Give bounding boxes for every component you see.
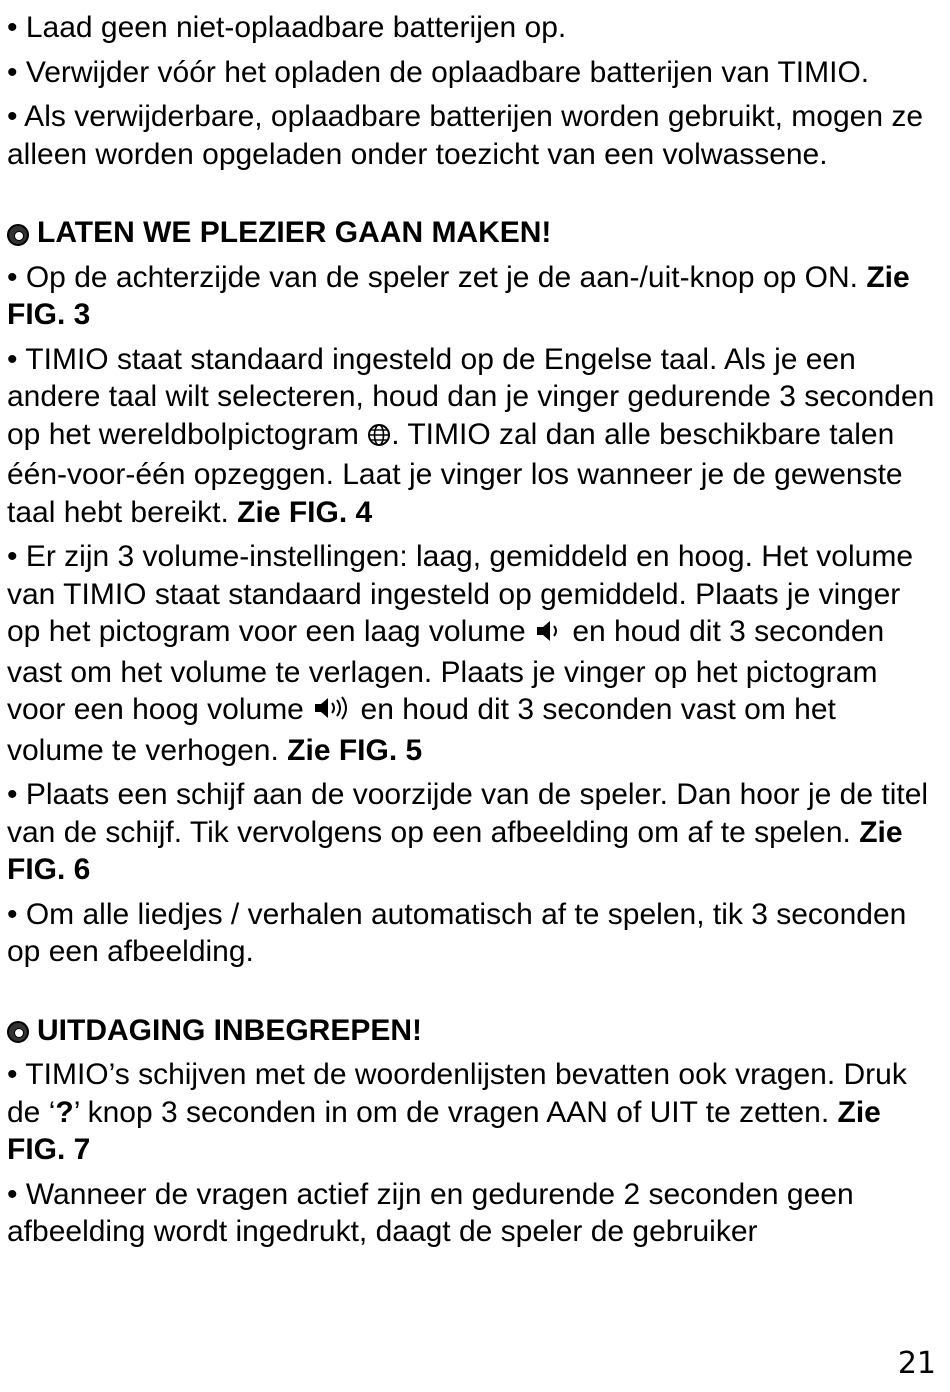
spacer xyxy=(7,180,937,214)
figure-reference: Zie FIG. 7 xyxy=(7,1095,881,1166)
manual-page xyxy=(7,9,937,1258)
text: • Om alle liedjes / verhalen automatisch af te spelen, tik 3 seconden op een afbeelding. xyxy=(7,897,907,968)
battery-instruction-1 xyxy=(7,9,937,47)
text: • Op de achterzijde van de speler zet je de aan-/uit-knop op ON. xyxy=(7,260,867,294)
text: • TIMIO’s schijven met de woordenlijsten bevatten ook vragen. Druk de ‘ xyxy=(7,1058,907,1129)
volume-high-icon xyxy=(312,694,352,732)
question-key: ? xyxy=(55,1095,74,1129)
figure-reference: Zie FIG. 5 xyxy=(287,733,423,767)
battery-instruction-3 xyxy=(7,98,937,173)
section-heading-challenge xyxy=(7,1012,937,1050)
text: • Als verwijderbare, oplaadbare batterijen worden gebruikt, mogen ze alleen worden opgeladen onder toezicht van een volwassene. xyxy=(7,100,924,171)
section-heading-fun xyxy=(7,214,937,252)
spacer xyxy=(7,978,937,1012)
questions-instruction xyxy=(7,1056,937,1169)
text: • Plaats een schijf aan de voorzijde van de speler. Dan hoor je de titel van de schijf. Tik vervolgens op een afbeelding om af te spelen. xyxy=(7,778,929,849)
page-number: 21 xyxy=(897,1346,936,1381)
globe-icon xyxy=(367,419,391,457)
text: • Laad geen niet-oplaadbare batterijen op. xyxy=(7,11,567,44)
challenge-instruction xyxy=(7,1176,937,1251)
text: . TIMIO zal dan alle beschikbare talen één-voor-één opzeggen. Laat je vinger los wanneer je de gewenste taal hebt bereikt. xyxy=(7,417,903,529)
disc-instruction xyxy=(7,776,937,889)
text: en houd dit 3 seconden vast om het volume te verhogen. xyxy=(7,693,836,767)
text: ’ knop 3 seconden in om de vragen AAN of UIT te zetten. xyxy=(73,1095,838,1129)
heading-text: UITDAGING INBEGREPEN! xyxy=(37,1013,423,1047)
disc-icon xyxy=(7,224,29,246)
text: • Er zijn 3 volume-instellingen: laag, gemiddeld en hoog. Het volume van TIMIO staat standaard ingesteld op gemiddeld. Plaats je vinger op het pictogram voor een laag volume xyxy=(7,540,914,648)
volume-instruction xyxy=(7,538,937,769)
text: en houd dit 3 seconden vast om het volume te verlagen. Plaats je vinger op het pictogram voor een hoog volume xyxy=(7,615,885,726)
autoplay-instruction xyxy=(7,896,937,971)
language-instruction xyxy=(7,341,937,532)
text: • TIMIO staat standaard ingesteld op de Engelse taal. Als je een andere taal wilt selecteren, houd dan je vinger gedurende 3 seconden op het wereldbolpictogram xyxy=(7,342,935,451)
battery-instruction-2 xyxy=(7,54,937,92)
figure-reference: Zie FIG. 4 xyxy=(237,495,373,529)
figure-reference: Zie FIG. 6 xyxy=(7,815,903,886)
disc-icon xyxy=(7,1021,29,1043)
power-instruction xyxy=(7,259,937,334)
figure-reference: Zie FIG. 3 xyxy=(7,260,910,331)
volume-low-icon xyxy=(534,616,564,654)
text: • Wanneer de vragen actief zijn en gedurende 2 seconden geen afbeelding wordt ingedrukt, daagt de speler de gebruiker xyxy=(7,1177,854,1248)
text: • Verwijder vóór het opladen de oplaadbare batterijen van TIMIO. xyxy=(7,55,870,89)
heading-text: LATEN WE PLEZIER GAAN MAKEN! xyxy=(37,216,552,249)
